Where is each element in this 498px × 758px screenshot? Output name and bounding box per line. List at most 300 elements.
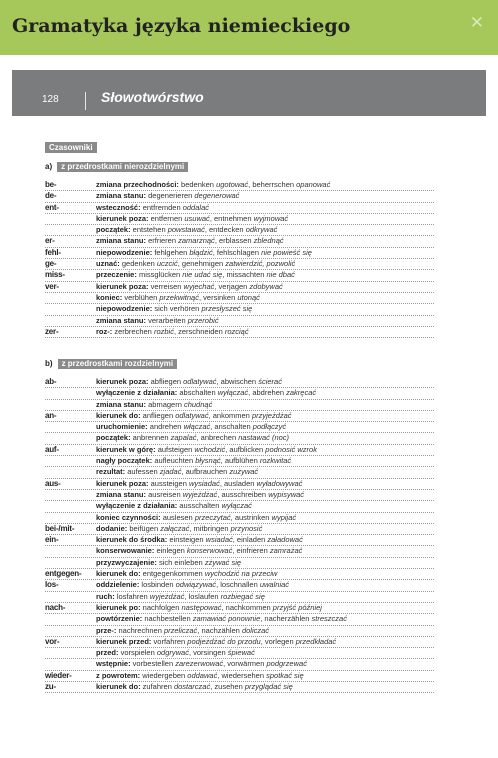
example-word: entgegenkommen <box>140 569 205 579</box>
entry-text <box>96 293 434 303</box>
example-word: , vorlegen <box>260 636 296 646</box>
example-translation: wypijać <box>271 512 297 522</box>
example-word: , missachten <box>222 270 267 280</box>
example-word: anfliegen <box>140 410 176 420</box>
entry-label: ruch: <box>96 591 115 601</box>
list-item <box>45 603 434 614</box>
list-item <box>45 546 434 557</box>
example-word: vorspielen <box>118 648 157 658</box>
entry-label: prze-: <box>96 625 117 635</box>
example-word: aussteigen <box>148 478 189 488</box>
entry-text <box>96 270 434 280</box>
example-translation: podgrzewać <box>266 659 307 669</box>
example-word: auslesen <box>160 512 195 522</box>
entry-label: koniec: <box>96 292 123 302</box>
entry-label: wyłączenie z działania: <box>96 501 178 511</box>
entry-prefix: vor- <box>45 636 60 646</box>
list-item <box>45 501 434 512</box>
list-item <box>45 377 434 388</box>
entry-label: kierunek poza: <box>96 281 149 291</box>
example-word: vorfahren <box>151 636 188 646</box>
example-translation: wchodzić <box>194 444 226 454</box>
entry-prefix: entgegen- <box>45 569 82 579</box>
example-word: , aufbrauchen <box>181 467 230 477</box>
example-translation: zblednąć <box>253 236 284 246</box>
example-translation: usuwać <box>184 213 210 223</box>
example-translation: ścierać <box>258 377 282 386</box>
entry-label: przed: <box>96 648 119 658</box>
entry-text <box>96 236 434 246</box>
example-translation: oddalać <box>182 202 209 212</box>
entry-prefix: an- <box>45 410 57 420</box>
example-word: losbinden <box>139 580 176 590</box>
group-letter: b) <box>45 359 53 368</box>
list-item <box>45 648 434 659</box>
entry-label: niepowodzenie: <box>96 247 153 257</box>
example-translation: zamrażać <box>269 546 303 556</box>
entry-label: początek: <box>96 433 131 443</box>
example-word: , ausladen <box>219 478 257 488</box>
entry-text <box>96 513 434 523</box>
example-translation: przyjeżdżać <box>251 410 292 420</box>
entry-label: kierunek poza: <box>96 213 149 223</box>
entry-label: koniec czynności: <box>96 512 161 522</box>
example-translation: zużywać <box>229 467 259 477</box>
entry-label: kierunek do: <box>96 682 141 692</box>
example-translation: przyjść później <box>272 602 322 612</box>
entry-label: rezultat: <box>96 467 126 477</box>
list-item <box>45 304 434 315</box>
list-item <box>45 456 434 467</box>
example-translation: odkrywać <box>245 225 278 235</box>
group-a-list <box>45 180 434 338</box>
example-translation: zatwierdzić, pozwolić <box>225 259 296 269</box>
example-word: nachrechnen <box>116 625 164 635</box>
entry-prefix: be- <box>45 180 57 189</box>
example-translation: wyładowywać <box>256 478 303 488</box>
entry-text <box>96 637 434 647</box>
entry-label: dodanie: <box>96 523 128 533</box>
list-item <box>45 400 434 411</box>
entry-text <box>96 259 434 269</box>
entry-prefix: auf- <box>45 444 59 454</box>
group-a-heading <box>45 162 188 172</box>
list-item <box>45 535 434 546</box>
example-translation: konserwować <box>186 546 233 556</box>
entry-text <box>96 377 434 387</box>
entry-prefix: er- <box>45 236 55 246</box>
entry-text <box>96 490 434 500</box>
example-word: , vorwärmen <box>223 659 267 669</box>
entry-prefix: zer- <box>45 326 59 336</box>
entry-label: przyzwyczajenie: <box>96 557 157 567</box>
entry-label: nagły początek: <box>96 456 153 466</box>
example-translation: zamawiać ponownie <box>192 614 261 624</box>
entry-text <box>96 411 434 421</box>
example-translation: nastawać (noc) <box>238 433 290 443</box>
entry-label: niepowodzenie: <box>96 304 153 314</box>
entry-text <box>96 203 434 213</box>
example-translation: przekwitnąć <box>159 292 199 302</box>
example-word: , ankommen <box>208 410 252 420</box>
example-word: , zerschneiden <box>173 326 225 336</box>
list-item <box>45 592 434 603</box>
example-word: , ausschreiben <box>217 489 269 499</box>
example-word: , entdecken <box>204 225 246 235</box>
example-word: ausreisen <box>146 489 183 499</box>
entry-text <box>96 546 434 556</box>
example-word: , austrinken <box>230 512 272 522</box>
list-item <box>45 558 434 569</box>
list-item <box>45 236 434 247</box>
entry-label: uznać: <box>96 259 120 269</box>
example-word: , anschalten <box>210 422 253 432</box>
example-word: sich verhören <box>152 304 202 314</box>
entry-text <box>96 501 434 511</box>
example-word: , anbrechen <box>196 433 239 443</box>
entry-prefix: ver- <box>45 281 59 291</box>
group-b-heading <box>45 359 177 369</box>
example-translation: odlatywać <box>183 377 217 386</box>
entry-label: zmiana stanu: <box>96 399 147 409</box>
entry-label: kierunek po: <box>96 602 141 612</box>
example-word: , wiedersehen <box>217 670 267 680</box>
example-translation: zjadać <box>159 467 182 477</box>
window-title: Gramatyka języka niemieckiego <box>12 15 351 37</box>
example-translation: wyjmować <box>253 213 289 223</box>
entry-prefix: de- <box>45 191 57 201</box>
chapter-band <box>12 70 486 116</box>
entry-text <box>96 433 434 443</box>
example-translation: włączać <box>183 422 211 432</box>
example-translation: rozciąć <box>224 326 249 336</box>
example-translation: wyłączać <box>217 388 249 398</box>
list-item <box>45 671 434 682</box>
example-word: , nachzählen <box>197 625 242 635</box>
example-translation: podłączyć <box>252 422 287 432</box>
entry-text <box>96 659 434 669</box>
list-item <box>45 282 434 293</box>
entry-label: kierunek do: <box>96 410 141 420</box>
example-word: , zusehen <box>210 682 245 692</box>
list-item <box>45 388 434 399</box>
example-word: , genehmigen <box>177 259 226 269</box>
list-item <box>45 513 434 524</box>
example-word: , versinken <box>198 292 238 302</box>
example-translation: zapalać <box>170 433 197 443</box>
page-number: 128 <box>42 94 59 105</box>
example-translation: zarezerwować <box>175 659 224 669</box>
entry-label: konserwowanie: <box>96 546 155 556</box>
example-word: ausschalten <box>177 501 222 511</box>
example-translation: dostarczać <box>173 682 211 692</box>
example-translation: opanować <box>296 180 331 189</box>
example-word: einlegen <box>154 546 187 556</box>
entry-prefix: ein- <box>45 535 59 545</box>
example-word: , abwischen <box>216 377 259 386</box>
entry-prefix: ge- <box>45 259 57 269</box>
list-item <box>45 626 434 637</box>
example-word: bedenken <box>178 180 217 189</box>
list-item <box>45 293 434 304</box>
example-word: , loschnallen <box>216 580 260 590</box>
entry-prefix: aus- <box>45 478 61 488</box>
entry-text <box>96 535 434 545</box>
entry-text <box>96 445 434 455</box>
entry-label: roz-: <box>96 326 113 336</box>
close-icon[interactable]: ✕ <box>469 13 484 33</box>
list-item <box>45 682 434 693</box>
example-translation: wyłączać <box>221 501 252 511</box>
example-word: verblühen <box>122 292 160 302</box>
example-translation: uwalniać <box>259 580 290 590</box>
list-item <box>45 270 434 281</box>
entry-text <box>96 422 434 432</box>
example-word: aufleuchten <box>152 456 196 466</box>
entry-text <box>96 603 434 613</box>
example-word: nachfolgen <box>140 602 182 612</box>
example-word: , entnehmen <box>209 213 254 223</box>
list-item <box>45 467 434 478</box>
example-word: abschalten <box>177 388 218 398</box>
example-word: , mitbringen <box>189 523 231 533</box>
list-item <box>45 214 434 225</box>
entry-prefix: miss- <box>45 270 65 280</box>
entry-text <box>96 569 434 579</box>
entry-text <box>96 626 434 636</box>
example-translation: przynosić <box>230 523 263 533</box>
example-translation: nie powieść się <box>261 247 312 257</box>
group-title: z przedrostkami rozdzielnymi <box>58 359 178 369</box>
list-item <box>45 203 434 214</box>
example-translation: przesłyszeć się <box>201 304 253 314</box>
list-item <box>45 445 434 456</box>
example-translation: zżywać się <box>204 557 242 567</box>
entry-label: przeczenie: <box>96 270 137 280</box>
entry-text <box>96 225 434 235</box>
example-word: nachbestellen <box>142 614 193 624</box>
example-translation: wypisywać <box>268 489 305 499</box>
entry-label: kierunek poza: <box>96 377 149 386</box>
list-item <box>45 433 434 444</box>
example-translation: zakręcać <box>286 388 317 398</box>
example-translation: odwiązywać <box>175 580 217 590</box>
example-translation: rozbiegać się <box>220 591 265 601</box>
entry-label: wsteczność: <box>96 202 141 212</box>
example-word: anbrennen <box>130 433 171 443</box>
entry-label: powtórzenie: <box>96 614 143 624</box>
example-translation: ugotować <box>216 180 249 189</box>
example-translation: degenerować <box>194 191 240 201</box>
example-translation: przedkładać <box>295 636 337 646</box>
example-word: missglücken <box>136 270 183 280</box>
example-word: , einladen <box>232 535 268 545</box>
entry-label: zmiana przechodności: <box>96 180 179 189</box>
example-word: , nachkommen <box>221 602 273 612</box>
example-word: , aufblicken <box>225 444 266 454</box>
example-translation: podnosić wzrok <box>265 444 317 454</box>
example-word: , fehlschlagen <box>212 247 262 257</box>
example-word: , vorsingen <box>188 648 228 658</box>
example-word: , nacherzählen <box>260 614 312 624</box>
list-item <box>45 524 434 535</box>
group-title: z przedrostkami nierozdzielnymi <box>57 162 188 172</box>
example-word: , abdrehen <box>248 388 287 398</box>
list-item <box>45 327 434 338</box>
example-translation: następować <box>181 602 222 612</box>
example-word: aufessen <box>125 467 160 477</box>
example-translation: oddawać <box>187 670 218 680</box>
example-word: , loslaufen <box>184 591 221 601</box>
list-item <box>45 259 434 270</box>
entry-text <box>96 191 434 201</box>
example-translation: załadować <box>267 535 303 545</box>
entry-label: kierunek przed: <box>96 636 152 646</box>
entry-text <box>96 467 434 477</box>
entry-text <box>96 614 434 624</box>
entry-label: z powrotem: <box>96 670 141 680</box>
example-translation: przeliczać <box>163 625 198 635</box>
entry-text <box>96 479 434 489</box>
entry-text <box>96 388 434 398</box>
example-word: entfernen <box>148 213 185 223</box>
example-translation: utonąć <box>237 292 260 302</box>
entry-label: kierunek poza: <box>96 478 149 488</box>
entry-prefix: zu- <box>45 682 56 692</box>
example-word: zufahren <box>140 682 174 692</box>
example-translation: wyjechać <box>183 281 215 291</box>
list-item <box>45 614 434 625</box>
entry-label: zmiana stanu: <box>96 489 147 499</box>
entry-text <box>96 456 434 466</box>
example-translation: wyjeżdżać <box>182 489 218 499</box>
list-item <box>45 580 434 591</box>
example-translation: rozbić <box>153 326 174 336</box>
entry-text <box>96 524 434 534</box>
chapter-title: Słowotwórstwo <box>101 89 204 105</box>
example-word: abfliegen <box>148 377 184 386</box>
entry-text <box>96 400 434 410</box>
example-translation: rozkwitać <box>259 456 292 466</box>
section-label: Czasowniki <box>45 142 97 153</box>
example-translation: wyjeżdżać <box>149 591 185 601</box>
example-word: abmagern <box>146 399 184 409</box>
example-word: wiedergeben <box>140 670 188 680</box>
list-item <box>45 411 434 422</box>
entry-text <box>96 671 434 681</box>
example-word: , beherrschen <box>248 180 297 189</box>
example-word: , erblassen <box>214 236 254 246</box>
list-item <box>45 248 434 259</box>
example-word: zerbrechen <box>112 326 154 336</box>
entry-label: kierunek w górę: <box>96 444 156 454</box>
example-word: aufsteigen <box>155 444 195 454</box>
example-translation: wysiadać <box>188 478 220 488</box>
example-translation: załączać <box>160 523 190 533</box>
example-word: verreisen <box>148 281 184 291</box>
example-word: sich einleben <box>156 557 205 567</box>
entry-text <box>96 558 434 568</box>
example-translation: powstawać <box>167 225 205 235</box>
example-translation: nie udać się <box>182 270 223 280</box>
example-translation: podjeżdżać do przodu <box>187 636 261 646</box>
example-word: degenerieren <box>146 191 195 201</box>
list-item <box>45 490 434 501</box>
example-translation: uczcić <box>156 259 178 269</box>
book-page <box>0 55 498 758</box>
entry-label: kierunek do środka: <box>96 535 168 545</box>
entry-text <box>96 648 434 658</box>
list-item <box>45 422 434 433</box>
example-translation: nie dbać <box>266 270 295 280</box>
entry-label: kierunek do: <box>96 569 141 579</box>
example-word: verarbeiten <box>146 315 188 325</box>
example-word: erfrieren <box>146 236 179 246</box>
example-word: entfremden <box>140 202 183 212</box>
entry-text <box>96 282 434 292</box>
list-item <box>45 637 434 648</box>
entry-label: wyłączenie z działania: <box>96 388 178 398</box>
list-item <box>45 225 434 236</box>
entry-label: oddzielenie: <box>96 580 140 590</box>
example-translation: błysnąć <box>195 456 221 466</box>
entry-prefix: ab- <box>45 377 57 386</box>
example-word: andrehen <box>147 422 184 432</box>
example-translation: odgrywać <box>156 648 189 658</box>
group-b-list <box>45 377 434 693</box>
list-item <box>45 191 434 202</box>
example-translation: wsiadać <box>205 535 233 545</box>
entry-prefix: ent- <box>45 202 59 212</box>
group-letter: a) <box>45 162 53 171</box>
entry-text <box>96 592 434 602</box>
entry-text <box>96 682 434 692</box>
entry-text <box>96 248 434 258</box>
entry-prefix: nach- <box>45 602 66 612</box>
entry-label: zmiana stanu: <box>96 191 147 201</box>
entry-text <box>96 327 434 337</box>
list-item <box>45 316 434 327</box>
entry-prefix: los- <box>45 580 59 590</box>
example-translation: śpiewać <box>227 648 255 658</box>
entry-label: zmiana stanu: <box>96 236 147 246</box>
list-item <box>45 659 434 670</box>
list-item <box>45 479 434 490</box>
entry-label: wstępnie: <box>96 659 131 669</box>
example-translation: odlatywać <box>175 410 209 420</box>
entry-text <box>96 214 434 224</box>
example-word: , verjagen <box>214 281 250 291</box>
entry-label: początek: <box>96 225 131 235</box>
example-translation: streszczać <box>311 614 347 624</box>
example-translation: przyglądać się <box>244 682 293 692</box>
example-translation: zdobywać <box>249 281 283 291</box>
entry-text <box>96 580 434 590</box>
example-word: fehlgehen <box>152 247 190 257</box>
entry-label: uruchomienie: <box>96 422 148 432</box>
example-translation: spotkać się <box>266 670 304 680</box>
example-translation: zamarznąć <box>178 236 215 246</box>
entry-prefix: wieder- <box>45 670 72 680</box>
example-translation: błądzić <box>189 247 213 257</box>
example-word: entstehen <box>130 225 168 235</box>
example-translation: chudnąć <box>183 399 213 409</box>
example-word: , einfrieren <box>232 546 270 556</box>
entry-prefix: fehl- <box>45 247 61 257</box>
example-translation: doliczać <box>241 625 270 635</box>
list-item <box>45 569 434 580</box>
example-translation: wychodzić na przeciw <box>204 569 278 579</box>
